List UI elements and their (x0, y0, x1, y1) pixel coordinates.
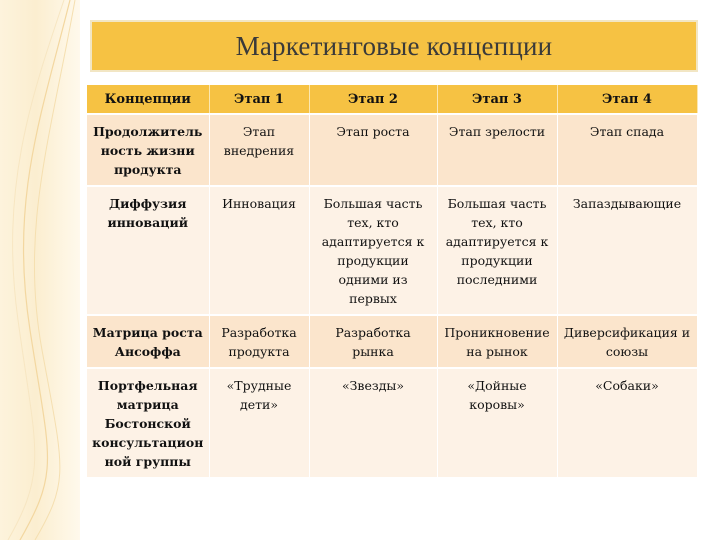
table-cell: Разработка рынка (309, 315, 437, 368)
title-bar (90, 20, 698, 72)
table-cell: «Звезды» (309, 368, 437, 477)
header-cell-stage-1: Этап 1 (209, 85, 309, 114)
table-cell: Инновация (209, 186, 309, 315)
table-cell: Большая часть тех, кто адаптируется к продукции одними из первых (309, 186, 437, 315)
table-cell: Большая часть тех, кто адаптируется к продукции последними (437, 186, 557, 315)
table-row (87, 186, 697, 315)
table-cell: «Трудные дети» (209, 368, 309, 477)
table-cell: «Собаки» (557, 368, 697, 477)
table-header-row (87, 85, 697, 114)
table-cell: Диверсификация и союзы (557, 315, 697, 368)
table-row (87, 368, 697, 477)
table-cell: Этап зрелости (437, 114, 557, 186)
row-concept-cell: Матрица роста Ансоффа (87, 315, 209, 368)
header-cell-stage-4: Этап 4 (557, 85, 697, 114)
concepts-table-container (87, 85, 697, 477)
row-concept-cell: Портфельная матрица Бостонской консультацион ной группы (87, 368, 209, 477)
table-cell: Этап роста (309, 114, 437, 186)
table-cell: «Дойные коровы» (437, 368, 557, 477)
row-concept-cell: Диффузия инноваций (87, 186, 209, 315)
header-cell-concepts: Концепции (87, 85, 209, 114)
table-row (87, 114, 697, 186)
header-cell-stage-2: Этап 2 (309, 85, 437, 114)
table-cell: Разработка продукта (209, 315, 309, 368)
table-cell: Этап внедрения (209, 114, 309, 186)
decorative-sidebar (0, 0, 80, 540)
page-title: Маркетинговые концепции (235, 30, 553, 61)
swirl-decoration (0, 0, 80, 540)
table-cell: Запаздывающие (557, 186, 697, 315)
row-concept-cell: Продолжитель ность жизни продукта (87, 114, 209, 186)
table-row (87, 315, 697, 368)
concepts-table (87, 85, 698, 477)
table-cell: Проникновение на рынок (437, 315, 557, 368)
header-cell-stage-3: Этап 3 (437, 85, 557, 114)
table-cell: Этап спада (557, 114, 697, 186)
